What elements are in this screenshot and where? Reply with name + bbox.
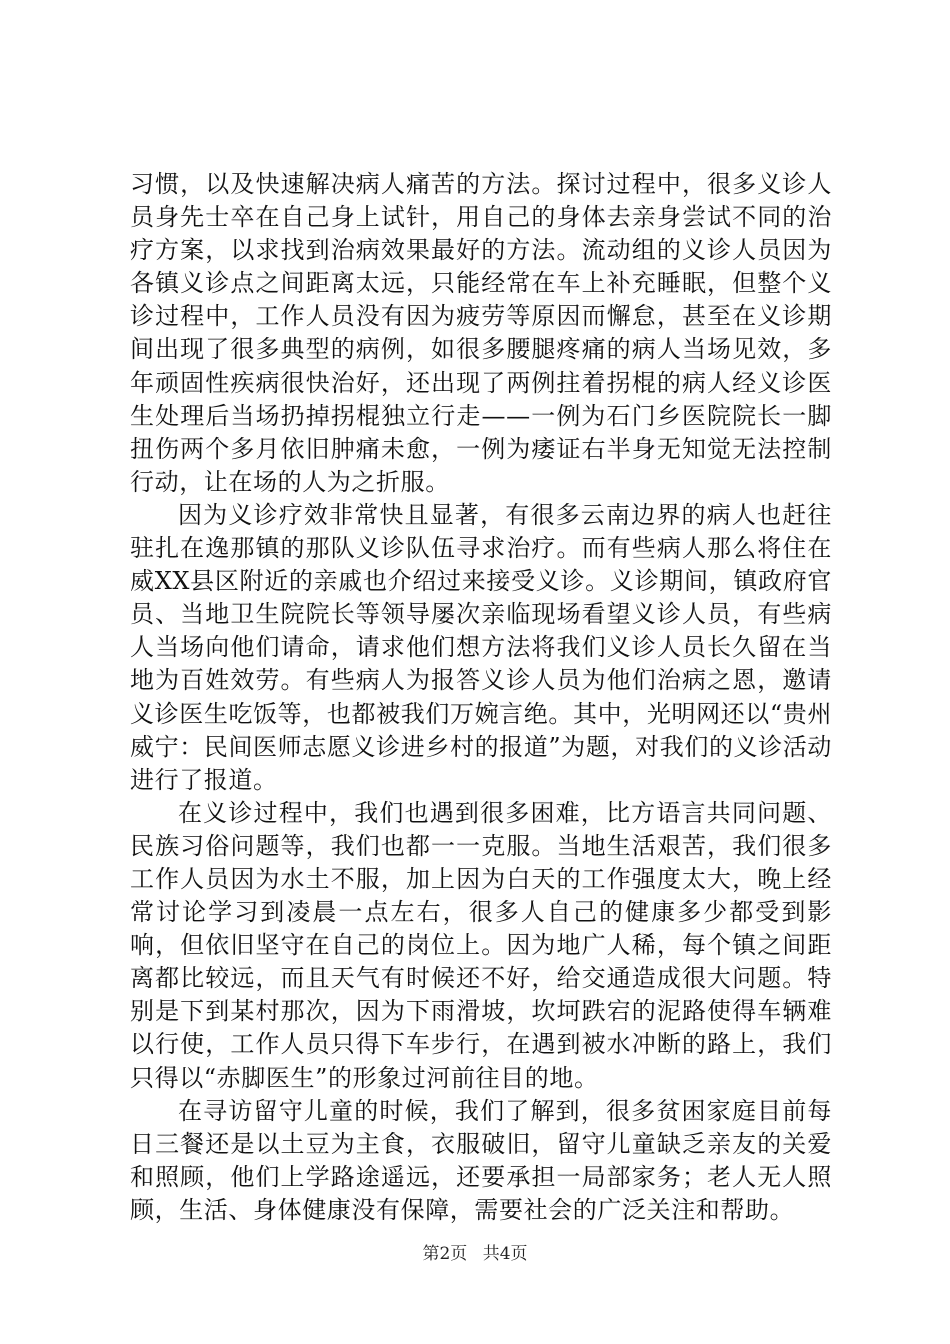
page-footer — [0, 1239, 950, 1264]
paragraph-4: 在寻访留守儿童的时候，我们了解到，很多贫困家庭目前每日三餐还是以土豆为主食，衣服破旧，留守儿童缺乏亲友的关爱和照顾，他们上学路途遥远，还要承担一局部家务；老人无人照顾，生活、身体健康没有保障，需要社会的广泛关注和帮助。 — [130, 1096, 832, 1224]
page-total: 共4页 — [482, 1244, 528, 1264]
page-number: 第2页 — [422, 1244, 468, 1264]
document-body — [130, 168, 832, 1227]
paragraph-1: 习惯，以及快速解决病人痛苦的方法。探讨过程中，很多义诊人员身先士卒在自己身上试针，用自己的身体去亲身尝试不同的治疗方案，以求找到治病效果最好的方法。流动组的义诊人员因为各镇义诊点之间距离太远，只能经常在车上补充睡眠，但整个义诊过程中，工作人员没有因为疲劳等原因而懈怠，甚至在义诊期间出现了很多典型的病例，如很多腰腿疼痛的病人当场见效，多年顽固性疾病很快治好，还出现了两例拄着拐棍的病人经义诊医生处理后当场扔掉拐棍独立行走——一例为石门乡医院院长一脚扭伤两个多月依旧肿痛未愈，一例为痿证右半身无知觉无法控制行动，让在场的人为之折服。 — [130, 170, 832, 496]
paragraph-2: 因为义诊疗效非常快且显著，有很多云南边界的病人也赶往驻扎在逸那镇的那队义诊队伍寻求治疗。而有些病人那么将住在威XX县区附近的亲戚也介绍过来接受义诊。义诊期间，镇政府官员、当地卫生院院长等领导屡次亲临现场看望义诊人员，有些病人当场向他们请命，请求他们想方法将我们义诊人员长久留在当地为百姓效劳。有些病人为报答义诊人员为他们治病之恩，邀请义诊医生吃饭等，也都被我们万婉言绝。其中，光明网还以“贵州威宁：民间医师志愿义诊进乡村的报道”为题，对我们的义诊活动进行了报道。 — [130, 500, 832, 794]
paragraph-3: 在义诊过程中，我们也遇到很多困难，比方语言共同问题、民族习俗问题等，我们也都一一克服。当地生活艰苦，我们很多工作人员因为水土不服，加上因为白天的工作强度太大，晚上经常讨论学习到凌晨一点左右，很多人自己的健康多少都受到影响，但依旧坚守在自己的岗位上。因为地广人稀，每个镇之间距离都比较远，而且天气有时候还不好，给交通造成很大问题。特别是下到某村那次，因为下雨滑坡，坎坷跌宕的泥路使得车辆难以行使，工作人员只得下车步行，在遇到被水冲断的路上，我们只得以“赤脚医生”的形象过河前往目的地。 — [130, 798, 832, 1092]
